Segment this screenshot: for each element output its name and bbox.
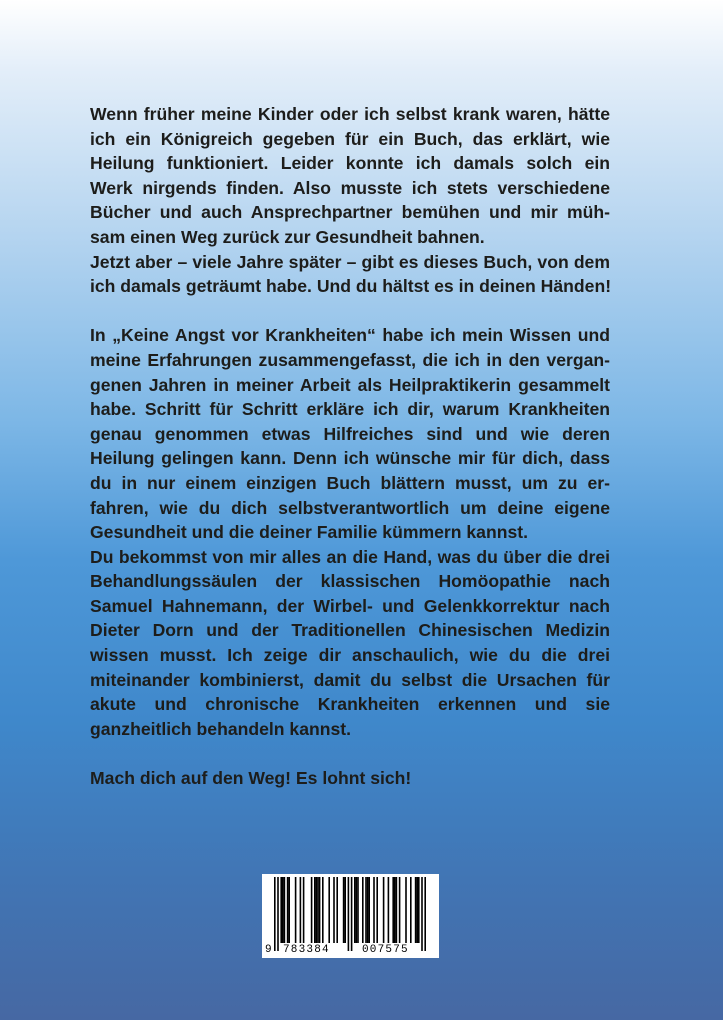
barcode-right-digits: 007575 <box>362 944 409 956</box>
barcode-bar <box>348 877 350 951</box>
barcode-bar <box>357 877 359 943</box>
barcode-bar <box>311 877 313 943</box>
barcode-bar <box>418 877 420 943</box>
text-line: ich damals geträumt habe. Und du hältst es in deinen Händen! <box>90 276 612 297</box>
barcode-bar <box>322 877 324 943</box>
barcode-bar <box>282 877 284 943</box>
text-line: Bücher und auch Ansprechpartner bemühen und mir müh- <box>90 202 610 223</box>
barcode-bar <box>396 877 398 943</box>
text-line: akute und chronische Krankheiten erkennen und sie <box>90 694 610 715</box>
barcode-bar <box>424 877 426 951</box>
barcode-bar <box>343 877 345 943</box>
barcode-bar <box>415 877 417 943</box>
barcode-bar <box>319 877 321 943</box>
barcode-bar <box>295 877 297 943</box>
barcode-bar <box>392 877 394 943</box>
text-line: meine Erfahrungen zusammengefasst, die ich in den vergan- <box>90 349 610 370</box>
text-line: wissen musst. Ich zeige dir anschaulich, wie du die drei <box>90 645 610 666</box>
barcode-bar <box>317 877 319 943</box>
barcode-bar <box>328 877 330 943</box>
barcode-bar <box>336 877 338 943</box>
text-line: ich ein Königreich gegeben für ein Buch, das erklärt, wie <box>90 128 610 149</box>
barcode-bar <box>280 877 282 943</box>
barcode-bar <box>421 877 423 951</box>
barcode-bar <box>277 877 279 951</box>
barcode-left-digits: 783384 <box>283 944 330 956</box>
barcode-bar <box>376 877 378 943</box>
back-cover-text <box>90 102 610 791</box>
text-line: genen Jahren in meiner Arbeit als Heilpraktikerin gesammelt <box>90 374 610 395</box>
text-line: habe. Schritt für Schritt erkläre ich dir, warum Krankheiten <box>90 399 610 420</box>
barcode-bar <box>410 877 412 943</box>
barcode-bar <box>365 877 367 943</box>
barcode-bar <box>284 877 286 943</box>
barcode-bar <box>405 877 407 943</box>
text-line: Werk nirgends finden. Also musste ich stets verschiedene <box>90 177 610 198</box>
barcode-bar <box>287 877 289 943</box>
barcode-bar <box>344 877 346 943</box>
text-line: Wenn früher meine Kinder oder ich selbst krank waren, hätte <box>90 104 610 124</box>
barcode-bar <box>288 877 290 943</box>
text-line: sam einen Weg zurück zur Gesundheit bahnen. <box>90 226 485 247</box>
barcode-bar <box>356 877 358 943</box>
text-line: du in nur einem einzigen Buch blättern musst, um zu er- <box>90 472 610 493</box>
text-line: Dieter Dorn und der Traditionellen Chinesischen Medizin <box>90 620 610 641</box>
text-line: Behandlungssäulen der klassischen Homöopathie nach <box>90 571 610 592</box>
barcode-bar <box>383 877 385 943</box>
barcode-first-digit: 9 <box>265 944 273 956</box>
text-line: In „Keine Angst vor Krankheiten“ habe ich mein Wissen und <box>90 325 610 346</box>
text-line: ganzheitlich behandeln kannst. <box>90 718 352 739</box>
isbn-barcode <box>262 874 439 958</box>
text-line: Heilung funktioniert. Leider konnte ich damals solch ein <box>90 153 610 174</box>
text-line: Jetzt aber – viele Jahre später – gibt es dieses Buch, von dem <box>90 251 610 272</box>
barcode-bar <box>399 877 401 943</box>
barcode-bar <box>333 877 335 943</box>
text-line: miteinander kombinierst, damit du selbst die Ursachen für <box>90 669 610 690</box>
barcode-bar <box>367 877 369 943</box>
text-line: Heilung gelingen kann. Denn ich wünsche mir für dich, dass <box>90 448 610 469</box>
barcode-bar <box>351 877 353 951</box>
barcode-bar <box>274 877 276 951</box>
barcode-bar <box>416 877 418 943</box>
barcode-bar <box>388 877 390 943</box>
barcode-bar <box>354 877 356 943</box>
text-line: Gesundheit und die deiner Familie kümmern kannst. <box>90 522 528 543</box>
text-line: Samuel Hahnemann, der Wirbel- und Gelenkkorrektur nach <box>90 595 610 616</box>
text-line: genau genommen etwas Hilfreiches sind und wie deren <box>90 423 610 444</box>
text-line: Du bekommst von mir alles an die Hand, was du über die drei <box>90 546 610 567</box>
barcode-bar <box>303 877 305 943</box>
barcode-bar <box>394 877 396 943</box>
barcode-bar <box>362 877 364 943</box>
barcode-bar <box>316 877 318 943</box>
barcode-bar <box>368 877 370 943</box>
barcode-bar <box>373 877 375 943</box>
barcode-bar <box>300 877 302 943</box>
closing-line: Mach dich auf den Weg! Es lohnt sich! <box>90 768 412 789</box>
text-line: fahren, wie du dich selbstverantwortlich um deine eigene <box>90 497 610 518</box>
barcode-bar <box>314 877 316 943</box>
